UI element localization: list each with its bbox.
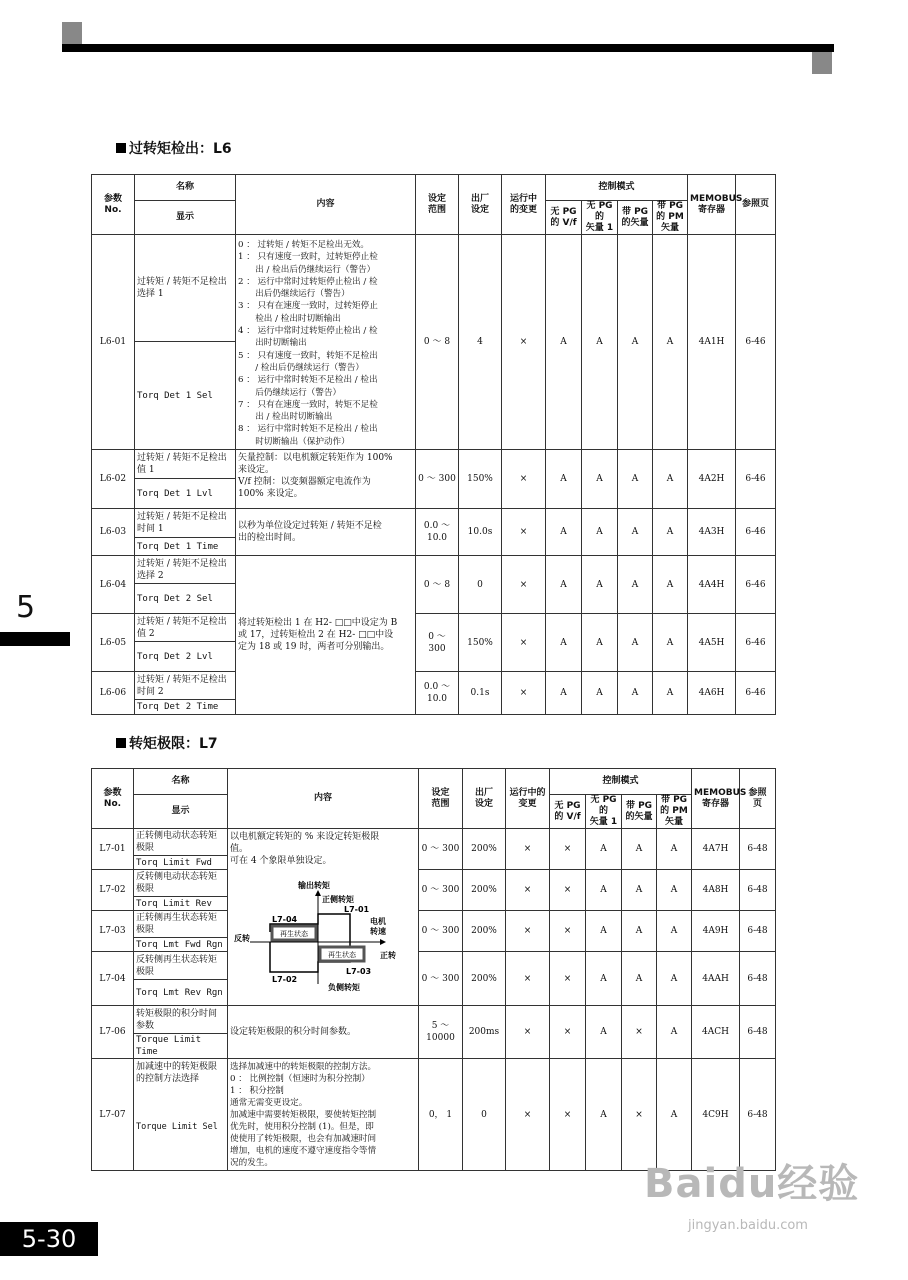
param-range: 0， 1 xyxy=(419,1059,463,1171)
header-factory: 出厂 设定 xyxy=(463,769,506,829)
param-register: 4A1H xyxy=(688,235,736,450)
param-change: × xyxy=(506,1006,550,1059)
param-mode3: A xyxy=(618,450,653,509)
param-name: 正转侧电动状态转矩极限 xyxy=(134,829,228,856)
param-register: 4ACH xyxy=(692,1006,740,1059)
header-rule xyxy=(62,44,834,52)
param-mode4: A xyxy=(657,1006,692,1059)
param-display: Torq Lmt Rev Rgn xyxy=(134,980,228,1006)
param-name: 过转矩 / 转矩不足检出值 2 xyxy=(135,614,236,642)
l7-table xyxy=(91,768,776,1171)
param-name: 过转矩 / 转矩不足检出值 1 xyxy=(135,450,236,479)
param-range: 0.0 ～ 10.0 xyxy=(416,509,459,556)
param-factory: 10.0s xyxy=(459,509,502,556)
param-change: × xyxy=(502,450,546,509)
header-change: 运行中 的变更 xyxy=(502,175,546,235)
header-change: 运行中的 变更 xyxy=(506,769,550,829)
param-name: 过转矩 / 转矩不足检出选择 2 xyxy=(135,556,236,584)
param-mode1: A xyxy=(546,556,582,614)
l6-table xyxy=(91,174,776,715)
param-mode2: A xyxy=(586,1006,622,1059)
param-mode2: A xyxy=(582,672,618,715)
param-mode1: × xyxy=(550,911,586,952)
header-ref: 参照 页 xyxy=(740,769,776,829)
header-mode2: 无 PG 的 矢量 1 xyxy=(582,201,618,235)
watermark-url: jingyan.baidu.com xyxy=(688,1218,808,1233)
param-display: Torque Limit Sel xyxy=(136,1121,218,1132)
param-range: 0.0 ～ 10.0 xyxy=(416,672,459,715)
param-no: L6-03 xyxy=(92,509,135,556)
param-range: 0 ～ 300 xyxy=(419,870,463,911)
param-display: Torq Limit Rev xyxy=(134,897,228,911)
l704-label: L7-04 xyxy=(272,915,298,924)
param-mode1: × xyxy=(550,870,586,911)
param-display: Torq Det 1 Time xyxy=(135,538,236,556)
param-no: L7-01 xyxy=(92,829,134,870)
param-mode1: A xyxy=(546,509,582,556)
param-mode4: A xyxy=(657,911,692,952)
param-ref: 6-48 xyxy=(740,829,776,870)
param-factory: 200ms xyxy=(463,1006,506,1059)
header-mode1: 无 PG 的 V/f xyxy=(546,201,582,235)
param-no: L6-05 xyxy=(92,614,135,672)
param-register: 4A3H xyxy=(688,509,736,556)
param-mode1: A xyxy=(546,235,582,450)
table-row xyxy=(92,614,776,642)
section-title-l7: 转矩极限：L7 xyxy=(116,733,218,753)
param-range: 5 ～ 10000 xyxy=(419,1006,463,1059)
l703-label: L7-03 xyxy=(346,967,372,976)
param-display: Torq Limit Fwd xyxy=(134,856,228,870)
header-display: 显示 xyxy=(135,201,236,235)
header-control-mode: 控制模式 xyxy=(550,769,692,795)
header-param: 参数 No. xyxy=(92,175,135,235)
forward-label: 正转 xyxy=(380,951,396,960)
param-mode2: A xyxy=(582,450,618,509)
param-mode1: × xyxy=(550,1006,586,1059)
param-mode3: A xyxy=(618,614,653,672)
param-no: L7-02 xyxy=(92,870,134,911)
param-no: L7-03 xyxy=(92,911,134,952)
param-range: 0 ～ 8 xyxy=(416,235,459,450)
table-row xyxy=(92,235,776,342)
page-number: 5-30 xyxy=(0,1222,98,1256)
regen-label-left: 再生状态 xyxy=(280,930,308,938)
param-mode4: A xyxy=(653,614,688,672)
param-mode4: A xyxy=(657,952,692,1006)
param-mode4: A xyxy=(657,870,692,911)
param-factory: 4 xyxy=(459,235,502,450)
param-register: 4AAH xyxy=(692,952,740,1006)
param-mode2: A xyxy=(582,614,618,672)
header-mode3: 带 PG 的矢量 xyxy=(622,795,657,829)
square-bullet-icon xyxy=(116,738,126,748)
param-mode2: A xyxy=(586,829,622,870)
header-name: 名称 xyxy=(135,175,236,201)
header-name: 名称 xyxy=(134,769,228,795)
param-display: Torq Det 2 Lvl xyxy=(135,642,236,672)
header-mode4: 带 PG 的 PM 矢量 xyxy=(653,201,688,235)
param-mode1: A xyxy=(546,672,582,715)
param-no: L7-04 xyxy=(92,952,134,1006)
header-marker-right xyxy=(812,52,832,74)
torque-arrow-icon xyxy=(315,890,321,896)
param-content: 设定转矩极限的积分时间参数。 xyxy=(228,1006,419,1059)
header-memobus: MEMOBUS 寄存器 xyxy=(692,769,740,829)
l701-label: L7-01 xyxy=(344,905,370,914)
param-name: 正转侧再生状态转矩极限 xyxy=(134,911,228,938)
param-register: 4A5H xyxy=(688,614,736,672)
param-factory: 150% xyxy=(459,614,502,672)
header-ref: 参照页 xyxy=(736,175,776,235)
regen-label-right: 再生状态 xyxy=(328,951,356,959)
param-ref: 6-46 xyxy=(736,672,776,715)
param-mode3: A xyxy=(618,509,653,556)
header-display: 显示 xyxy=(134,795,228,829)
param-mode4: A xyxy=(653,556,688,614)
param-factory: 0 xyxy=(463,1059,506,1171)
table-row xyxy=(92,829,776,856)
param-mode3: A xyxy=(622,829,657,870)
param-mode1: × xyxy=(550,829,586,870)
param-content: 将过转矩检出 1 在 H2- □□中设定为 B 或 17，过转矩检出 2 在 H2- □□中设 定为 18 或 19 时，两者可分别输出。 xyxy=(236,556,416,715)
param-ref: 6-46 xyxy=(736,509,776,556)
header-param: 参数 No. xyxy=(92,769,134,829)
header-mode2: 无 PG 的 矢量 1 xyxy=(586,795,622,829)
header-content: 内容 xyxy=(236,175,416,235)
param-name: 转矩极限的积分时间参数 xyxy=(134,1006,228,1034)
param-display: Torq Lmt Fwd Rgn xyxy=(134,938,228,952)
param-display: Torq Det 1 Sel xyxy=(135,342,236,450)
param-mode3: × xyxy=(622,1006,657,1059)
param-name: 反转侧电动状态转矩极限 xyxy=(134,870,228,897)
param-name: 加减速中的转矩极限的控制方法选择 xyxy=(136,1061,218,1084)
param-change: × xyxy=(506,870,550,911)
param-register: 4A6H xyxy=(688,672,736,715)
table-row xyxy=(92,911,776,938)
param-mode1: A xyxy=(546,614,582,672)
header-content: 内容 xyxy=(228,769,419,829)
param-no: L7-07 xyxy=(92,1059,134,1171)
param-ref: 6-48 xyxy=(740,1059,776,1171)
param-factory: 200% xyxy=(463,829,506,870)
param-mode3: A xyxy=(622,952,657,1006)
param-range: 0 ～ 300 xyxy=(419,952,463,1006)
header-factory: 出厂 设定 xyxy=(459,175,502,235)
param-name: 过转矩 / 转矩不足检出时间 2 xyxy=(135,672,236,700)
header-mode3: 带 PG 的矢量 xyxy=(618,201,653,235)
param-register: 4A2H xyxy=(688,450,736,509)
param-register: 4A8H xyxy=(692,870,740,911)
param-change: × xyxy=(506,1059,550,1171)
param-mode2: A xyxy=(586,952,622,1006)
param-ref: 6-48 xyxy=(740,952,776,1006)
param-mode4: A xyxy=(653,450,688,509)
param-register: 4C9H xyxy=(692,1059,740,1171)
param-factory: 0.1s xyxy=(459,672,502,715)
param-register: 4A9H xyxy=(692,911,740,952)
param-ref: 6-48 xyxy=(740,870,776,911)
param-factory: 200% xyxy=(463,952,506,1006)
param-mode4: A xyxy=(653,235,688,450)
param-no: L6-04 xyxy=(92,556,135,614)
motor-speed-label: 电机 xyxy=(370,917,386,926)
table-row xyxy=(92,450,776,479)
param-ref: 6-46 xyxy=(736,235,776,450)
param-mode3: × xyxy=(622,1059,657,1171)
param-change: × xyxy=(502,556,546,614)
param-content: 以秒为单位设定过转矩 / 转矩不足检 出的检出时间。 xyxy=(236,509,416,556)
param-content: 以电机额定转矩的 % 来设定转矩极限 值。 可在 4 个象限单独设定。 xyxy=(228,829,419,1006)
chapter-number: 5 xyxy=(16,590,36,625)
param-ref: 6-46 xyxy=(736,450,776,509)
param-name-display xyxy=(134,1059,228,1171)
param-mode2: A xyxy=(586,1059,622,1171)
param-mode2: A xyxy=(582,556,618,614)
table-row xyxy=(92,952,776,980)
param-mode3: A xyxy=(618,672,653,715)
table-row xyxy=(92,509,776,538)
section-title-l6: 过转矩检出：L6 xyxy=(116,138,232,158)
param-mode3: A xyxy=(618,556,653,614)
param-factory: 200% xyxy=(463,870,506,911)
param-factory: 0 xyxy=(459,556,502,614)
param-range: 0 ～ 300 xyxy=(419,829,463,870)
chapter-bar xyxy=(0,632,70,646)
param-no: L6-06 xyxy=(92,672,135,715)
param-mode3: A xyxy=(618,235,653,450)
param-no: L6-02 xyxy=(92,450,135,509)
header-memobus: MEMOBUS 寄存器 xyxy=(688,175,736,235)
param-range: 0 ～ 300 xyxy=(416,450,459,509)
param-mode4: A xyxy=(653,509,688,556)
param-ref: 6-46 xyxy=(736,614,776,672)
motor-speed-label-2: 转速 xyxy=(370,927,386,936)
param-change: × xyxy=(502,672,546,715)
param-ref: 6-48 xyxy=(740,1006,776,1059)
header-range: 设定 范围 xyxy=(419,769,463,829)
param-mode4: A xyxy=(657,829,692,870)
param-mode1: A xyxy=(546,450,582,509)
table-row xyxy=(92,672,776,700)
torque-limit-diagram xyxy=(230,876,416,1002)
param-range: 0 ～ 300 xyxy=(416,614,459,672)
table-row xyxy=(92,556,776,584)
header-range: 设定 范围 xyxy=(416,175,459,235)
param-ref: 6-46 xyxy=(736,556,776,614)
param-change: × xyxy=(502,509,546,556)
param-mode2: A xyxy=(582,235,618,450)
param-mode4: A xyxy=(657,1059,692,1171)
square-bullet-icon xyxy=(116,143,126,153)
param-display: Torq Det 1 Lvl xyxy=(135,479,236,509)
output-torque-label: 输出转矩 xyxy=(298,881,330,890)
param-name: 反转侧再生状态转矩极限 xyxy=(134,952,228,980)
table-row xyxy=(92,1006,776,1034)
speed-arrow-icon xyxy=(380,939,386,945)
param-mode1: × xyxy=(550,1059,586,1171)
param-factory: 200% xyxy=(463,911,506,952)
param-name: 过转矩 / 转矩不足检出选择 1 xyxy=(135,235,236,342)
param-content: 0 ： 过转矩 / 转矩不足检出无效。 1 ： 只有速度一致时，过转矩停止检 出 / 检出后仍继续运行（警告） 2 ： 运行中常时过转矩停止检出 / 检 出后仍继续运行（警告） 3 ： 只有在速度一致时，过转矩停止 检出 / 检出时切断输出 4 ： 运行中常时过转矩停止检出 / 检 出时切断输出 5 ： 只有速度一致时，转矩不足检出 / 检出后仍继续运行（警告） 6 ： 运行中常时转矩不足检出 / 检出 后仍继续运行（警告） 7 ： 只有在速度一致时，转矩不足检 出 / 检出时切断输出 8 ： 运行中常时转矩不足检出 / 检出 时切断输出（保护动作） xyxy=(236,235,416,450)
reverse-label: 反转 xyxy=(234,934,250,943)
header-mode1: 无 PG 的 V/f xyxy=(550,795,586,829)
param-register: 4A7H xyxy=(692,829,740,870)
header-control-mode: 控制模式 xyxy=(546,175,688,201)
param-change: × xyxy=(502,235,546,450)
param-mode3: A xyxy=(622,870,657,911)
param-name: 过转矩 / 转矩不足检出时间 1 xyxy=(135,509,236,538)
param-factory: 150% xyxy=(459,450,502,509)
param-ref: 6-48 xyxy=(740,911,776,952)
param-content: 选择加减速中的转矩极限的控制方法。 0 ： 比例控制（恒速时为积分控制） 1 ： 积分控制 通常无需变更设定。 加减速中需要转矩极限，要使转矩控制 优先时，使用积分控制 (1)。但是，即 使使用了转矩极限，也会有加减速时间 增加，电机的速度不遵守速度指令等情 况的发生。 xyxy=(228,1059,419,1171)
param-no: L7-06 xyxy=(92,1006,134,1059)
param-mode3: A xyxy=(622,911,657,952)
param-change: × xyxy=(506,911,550,952)
param-register: 4A4H xyxy=(688,556,736,614)
param-change: × xyxy=(506,829,550,870)
param-display: Torq Det 2 Sel xyxy=(135,584,236,614)
param-mode4: A xyxy=(653,672,688,715)
watermark-logo: Baidu经验 xyxy=(644,1161,860,1207)
param-mode1: × xyxy=(550,952,586,1006)
l702-label: L7-02 xyxy=(272,975,298,984)
neg-torque-label: 负侧转矩 xyxy=(328,983,360,992)
param-range: 0 ～ 300 xyxy=(419,911,463,952)
param-change: × xyxy=(502,614,546,672)
header-mode4: 带 PG 的 PM 矢量 xyxy=(657,795,692,829)
param-no: L6-01 xyxy=(92,235,135,450)
param-display: Torq Det 2 Time xyxy=(135,700,236,715)
param-mode2: A xyxy=(586,870,622,911)
param-content: 矢量控制：以电机额定转矩作为 100% 来设定。 V/f 控制：以变频器额定电流作为 100% 来设定。 xyxy=(236,450,416,509)
param-range: 0 ～ 8 xyxy=(416,556,459,614)
table-row xyxy=(92,870,776,897)
pos-torque-label: 正侧转矩 xyxy=(322,895,354,904)
param-display: Torque Limit Time xyxy=(134,1034,228,1059)
param-mode2: A xyxy=(582,509,618,556)
param-mode2: A xyxy=(586,911,622,952)
param-change: × xyxy=(506,952,550,1006)
